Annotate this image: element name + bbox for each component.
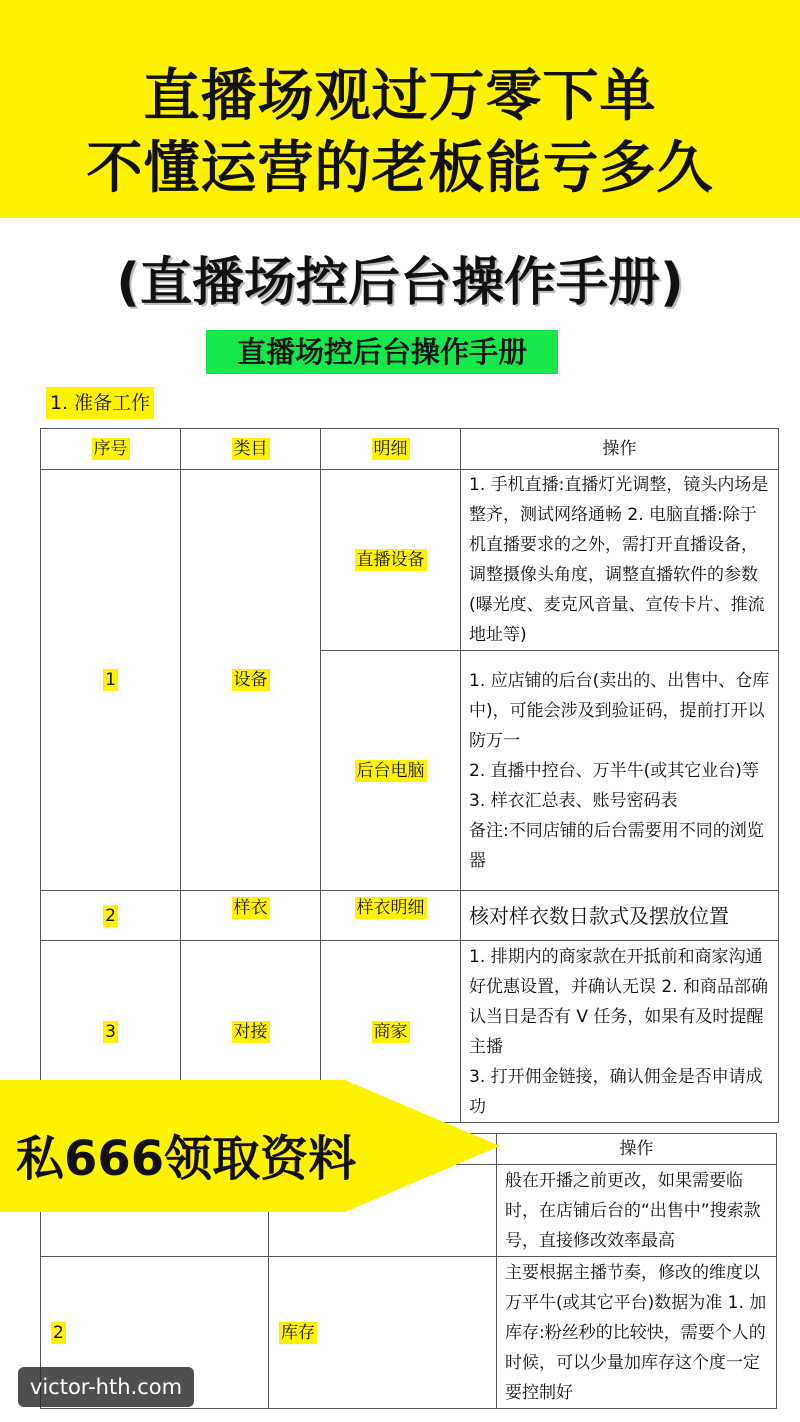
row-operation: 1. 应店铺的后台(卖出的、出售中、仓库中)，可能会涉及到验证码，提前打开以防万一 2. 直播中控台、万半牛(或其它业台)等 3. 样衣汇总表、账号密码表 备注:不同店铺的后台需要用不同的浏览器 xyxy=(461,651,779,891)
row-category: 设备 xyxy=(181,470,321,891)
row-number: 2 xyxy=(41,891,181,941)
headline-banner xyxy=(0,0,800,218)
row-operation: 主要根据主播节奏，修改的维度以万平牛(或其它平台)数据为准 1. 加库存:粉丝秒的比较快，需要个人的时候，可以少量加库存这个度一定要控制好 xyxy=(497,1257,777,1409)
table-row xyxy=(41,470,779,651)
row-category: 库存 xyxy=(269,1257,497,1409)
section-label-preparation: 1. 准备工作 xyxy=(46,387,154,419)
preparation-table xyxy=(40,428,779,1123)
row-operation: 核对样衣数日款式及摆放位置 xyxy=(461,891,779,941)
table-header-row xyxy=(41,429,779,470)
header-operation: 操作 xyxy=(497,1134,777,1165)
promo-arrow-text: 私666领取资料 xyxy=(16,1131,357,1187)
header-operation: 操作 xyxy=(461,429,779,470)
header-category: 类目 xyxy=(181,429,321,470)
row-detail: 后台电脑 xyxy=(321,651,461,891)
row-detail: 样衣明细 xyxy=(321,891,461,941)
manual-big-title: (直播场控后台操作手册) xyxy=(116,253,684,313)
header-detail: 明细 xyxy=(321,429,461,470)
row-category: 样衣 xyxy=(181,891,321,941)
row-number: 2 xyxy=(41,1257,269,1409)
row-operation: 1. 手机直播:直播灯光调整，镜头内场是整齐，测试网络通畅 2. 电脑直播:除于机直播要求的之外，需打开直播设备，调整摄像头角度，调整直播软件的参数(曝光度、麦克风音量、宣传卡片、推流地址等) xyxy=(461,470,779,651)
header-number: 序号 xyxy=(41,429,181,470)
row-number: 1 xyxy=(41,470,181,891)
headline-line-1: 直播场观过万零下单 xyxy=(143,64,657,129)
headline-line-2: 不懂运营的老板能亏多久 xyxy=(86,136,714,201)
row-detail: 直播设备 xyxy=(321,470,461,651)
manual-green-title: 直播场控后台操作手册 xyxy=(206,330,558,374)
row-detail: 商家 xyxy=(321,941,461,1123)
site-watermark: victor-hth.com xyxy=(18,1367,194,1407)
row-number: 3 xyxy=(41,941,181,1123)
row-category: 对接 xyxy=(181,941,321,1123)
table-row xyxy=(41,891,779,941)
row-operation: 般在开播之前更改，如果需要临时，在店铺后台的“出售中”搜索款号，直接修改效率最高 xyxy=(497,1165,777,1257)
row-operation: 1. 排期内的商家款在开抵前和商家沟通好优惠设置，并确认无误 2. 和商品部确认当日是否有 V 任务，如果有及时提醒主播 3. 打开佣金链接，确认佣金是否申请成功 xyxy=(461,941,779,1123)
